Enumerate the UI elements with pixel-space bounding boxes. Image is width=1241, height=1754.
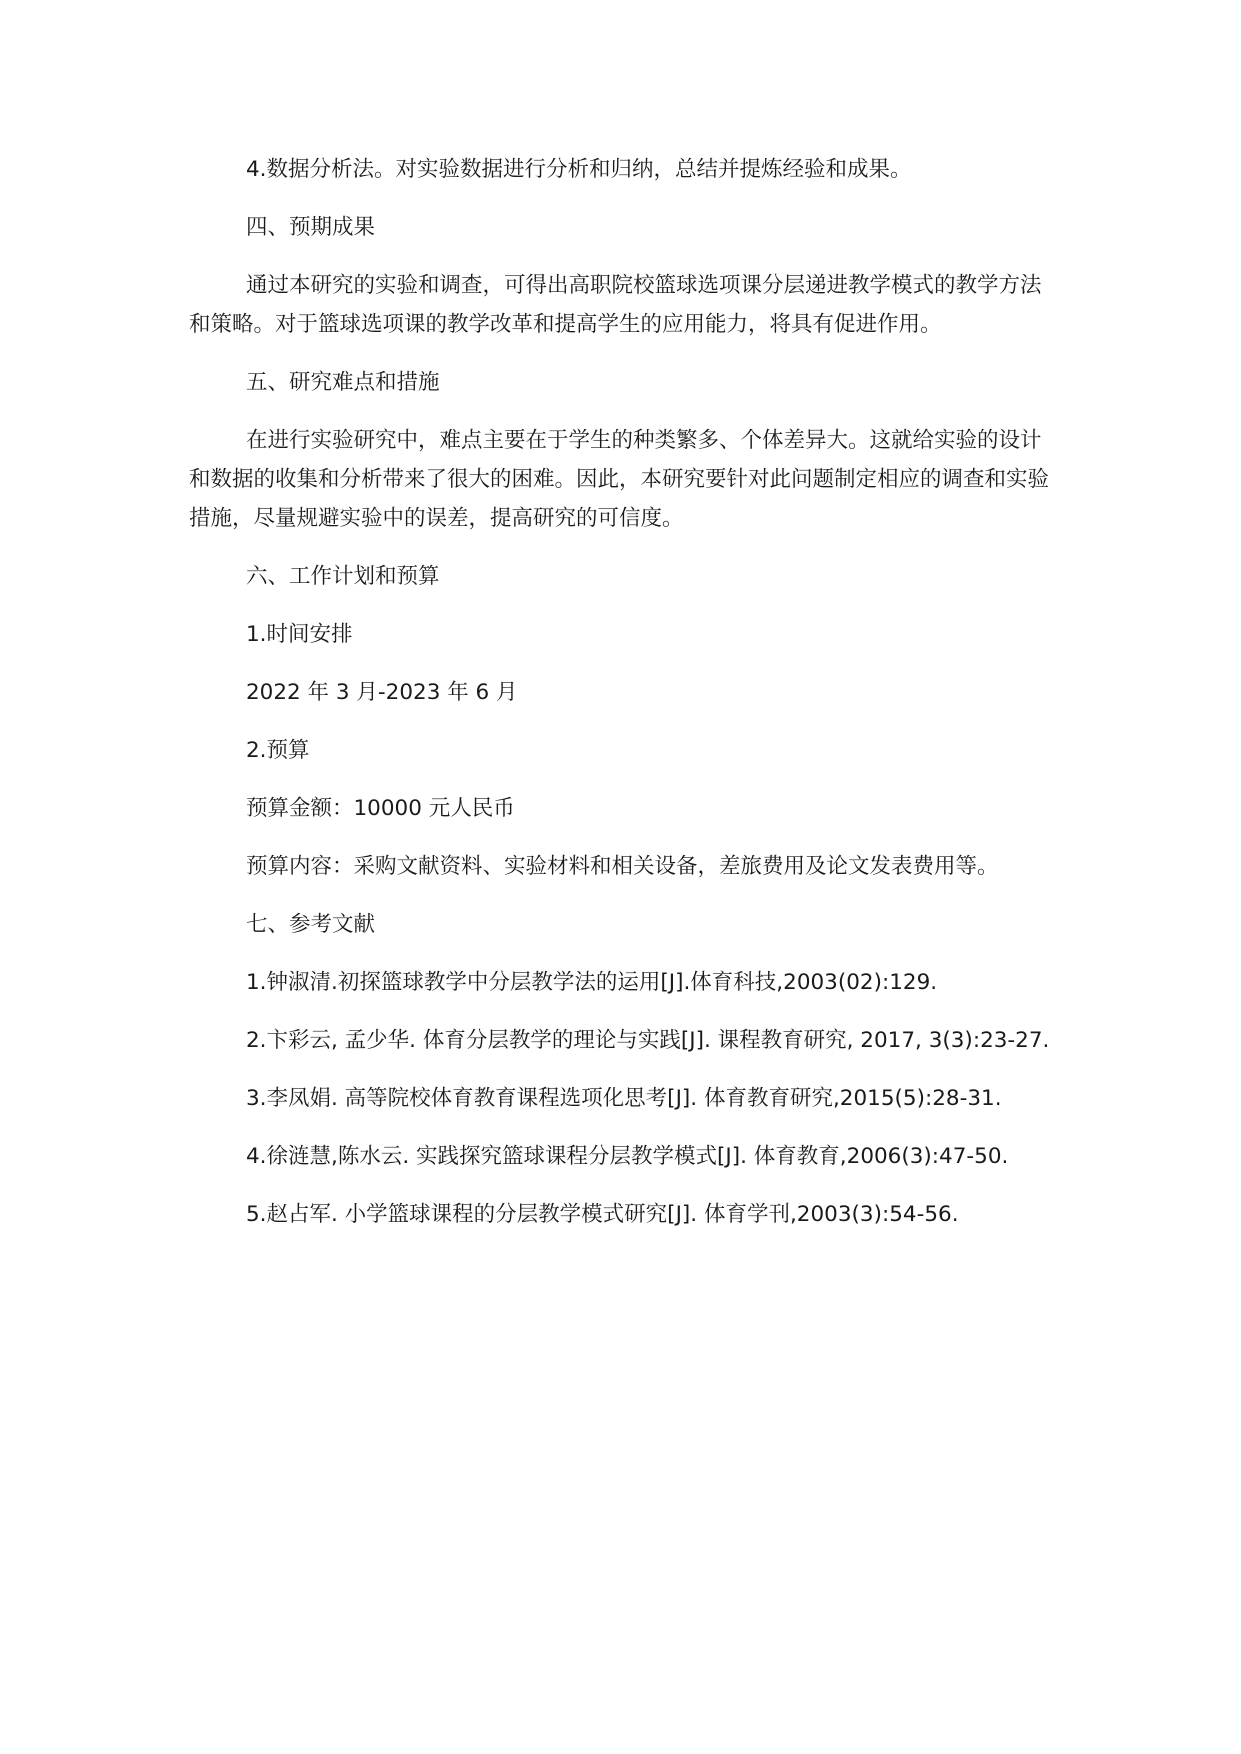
reference-item: 2.卞彩云, 孟少华. 体育分层教学的理论与实践[J]. 课程教育研究, 2017, 3(3):23-27. (246, 1028, 1050, 1053)
section-heading-work-plan: 六、工作计划和预算 (246, 564, 440, 589)
subheading-budget: 2.预算 (246, 738, 310, 763)
document-page (189, 150, 1055, 1253)
section-heading-expected-results: 四、预期成果 (246, 215, 376, 240)
reference-item: 4.徐涟慧,陈水云. 实践探究篮球课程分层教学模式[J]. 体育教育,2006(3):47-50. (246, 1144, 1009, 1169)
section-heading-references: 七、参考文献 (246, 912, 376, 937)
section-heading-difficulties: 五、研究难点和措施 (246, 370, 440, 395)
reference-item: 1.钟淑清.初探篮球教学中分层教学法的运用[J].体育科技,2003(02):129. (246, 970, 938, 995)
method-data-analysis: 4.数据分析法。对实验数据进行分析和归纳，总结并提炼经验和成果。 (246, 157, 912, 182)
difficulties-paragraph: 在进行实验研究中，难点主要在于学生的种类繁多、个体差异大。这就给实验的设计和数据的收集和分析带来了很大的困难。因此，本研究要针对此问题制定相应的调查和实验措施，尽量规避实验中的误差，提高研究的可信度。 (189, 428, 1050, 531)
schedule-dates: 2022 年 3 月-2023 年 6 月 (246, 680, 518, 705)
budget-content: 预算内容：采购文献资料、实验材料和相关设备，差旅费用及论文发表费用等。 (246, 854, 999, 879)
budget-amount: 预算金额：10000 元人民币 (246, 796, 515, 821)
reference-item: 3.李凤娟. 高等院校体育教育课程选项化思考[J]. 体育教育研究,2015(5):28-31. (246, 1086, 1002, 1111)
reference-item: 5.赵占军. 小学篮球课程的分层教学模式研究[J]. 体育学刊,2003(3):54-56. (246, 1202, 959, 1227)
expected-results-paragraph: 通过本研究的实验和调查，可得出高职院校篮球选项课分层递进教学模式的教学方法和策略。对于篮球选项课的教学改革和提高学生的应用能力，将具有促进作用。 (189, 273, 1042, 337)
subheading-schedule: 1.时间安排 (246, 622, 353, 647)
